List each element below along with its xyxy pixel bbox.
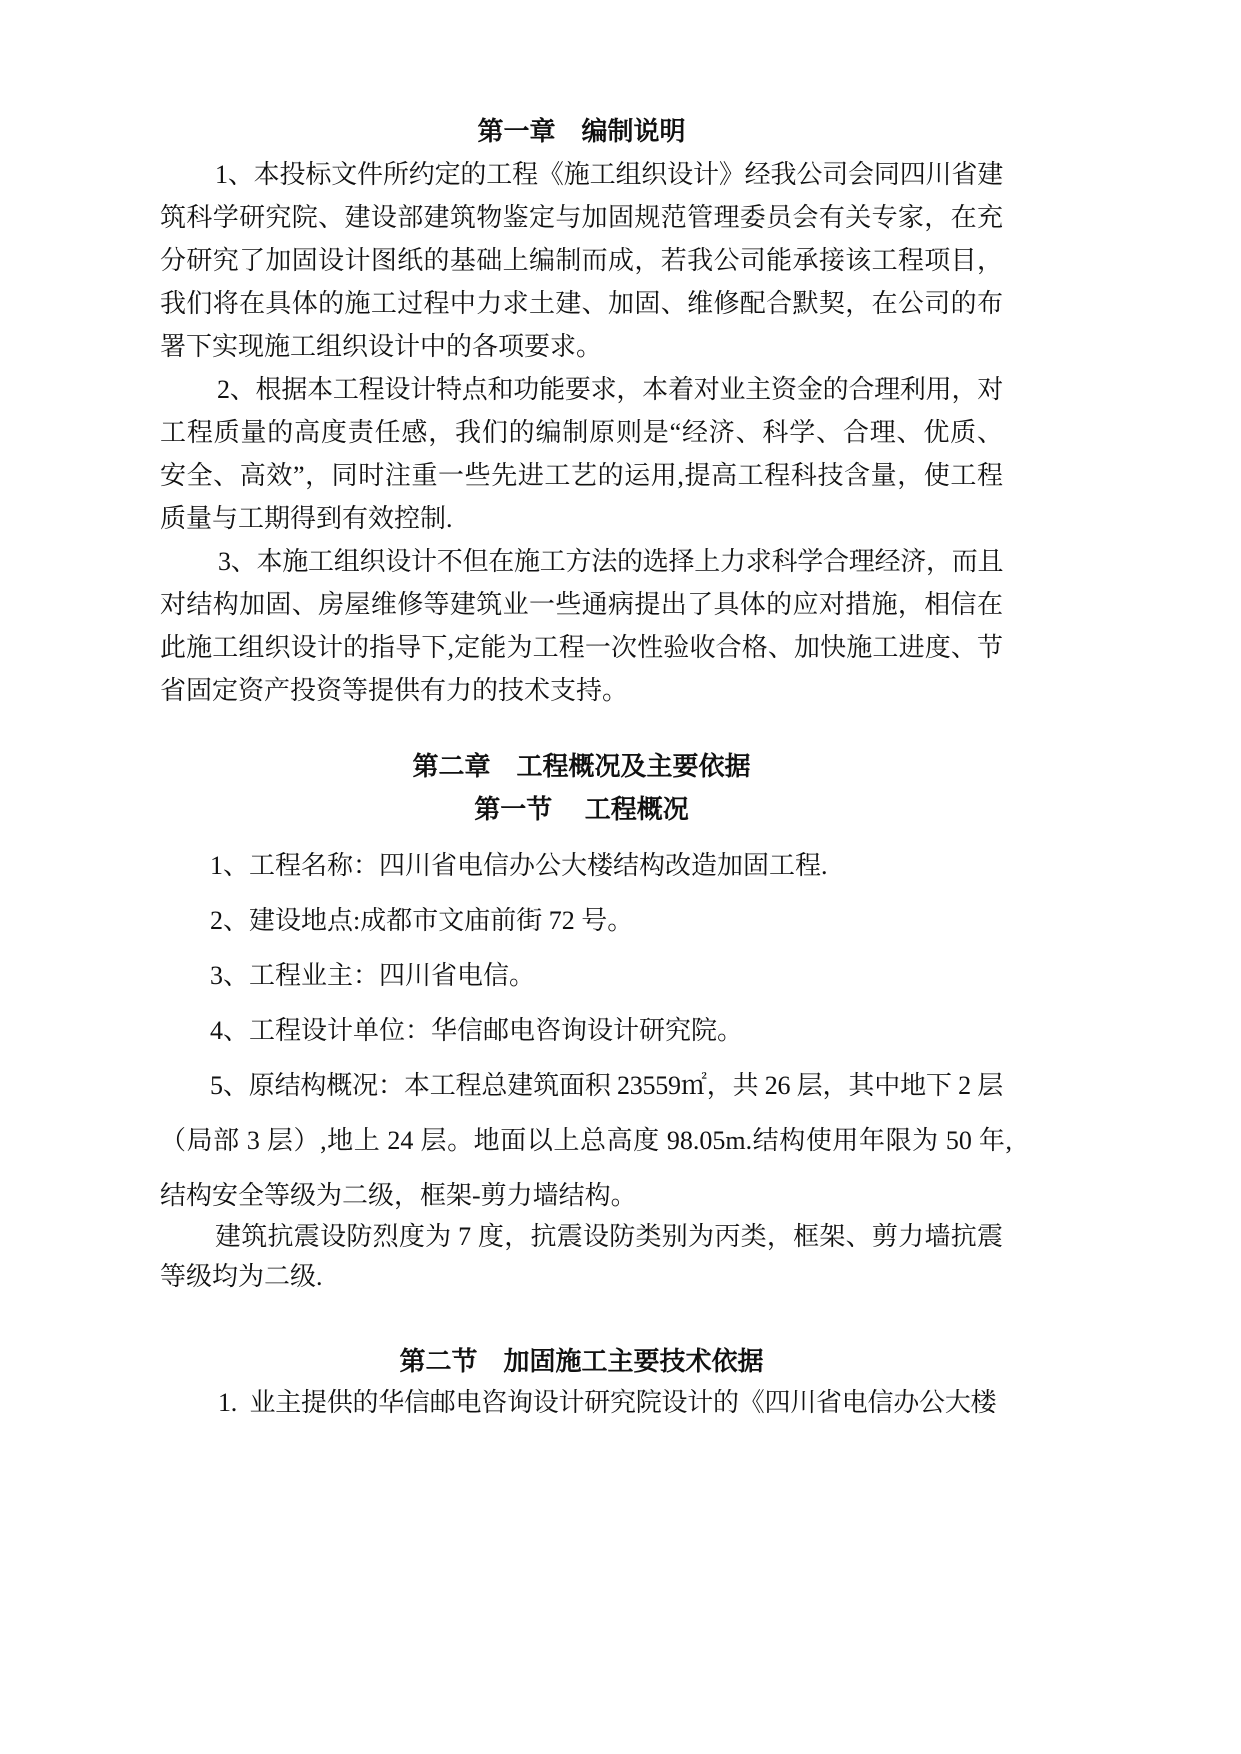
item-line: （局部 3 层）,地上 24 层。地面以上总高度 98.05m.结构使用年限为 50 年, [160, 1126, 1012, 1155]
paragraph-line: 安全、高效”，同时注重一些先进工艺的运用,提高工程科技含量，使工程 [160, 461, 1003, 490]
paragraph-1 [160, 153, 1003, 368]
item-line: 5、原结构概况：本工程总建筑面积 23559㎡，共 26 层，其中地下 2 层 [210, 1071, 1003, 1100]
chapter-2-header [160, 745, 1003, 831]
chapter-1 [160, 110, 1003, 712]
list-item-2: 2、建设地点:成都市文庙前街 72 号。 [210, 906, 634, 935]
paragraph-line: 质量与工期得到有效控制. [160, 504, 453, 533]
paragraph-3 [160, 540, 1003, 712]
paragraph-line: 2、根据本工程设计特点和功能要求，本着对业主资金的合理利用，对 [217, 375, 1003, 404]
paragraph-line: 3、本施工组织设计不但在施工方法的选择上力求科学合理经济，而且 [218, 547, 1003, 576]
paragraph-line: 1、本投标文件所约定的工程《施工组织设计》经我公司会同四川省建 [215, 160, 1003, 189]
paragraph-2 [160, 368, 1003, 540]
list-item-1: 1、工程名称：四川省电信办公大楼结构改造加固工程. [210, 851, 828, 880]
seismic-paragraph [160, 1217, 1003, 1297]
chapter-title: 第一章 编制说明 [477, 117, 686, 146]
paragraph-line: 我们将在具体的施工过程中力求土建、加固、维修配合默契，在公司的布 [160, 289, 1003, 318]
paragraph-line: 工程质量的高度责任感，我们的编制原则是“经济、科学、合理、优质、 [160, 418, 1003, 447]
chapter-title: 第二章 工程概况及主要依据 [412, 752, 751, 781]
technical-basis-section [160, 1341, 1003, 1423]
paragraph-line: 建筑抗震设防烈度为 7 度，抗震设防类别为丙类，框架、剪力墙抗震 [215, 1222, 1003, 1251]
section-title: 第一节 工程概况 [474, 795, 689, 824]
paragraph-line: 此施工组织设计的指导下,定能为工程一次性验收合格、加快施工进度、节 [160, 633, 1003, 662]
paragraph-line: 署下实现施工组织设计中的各项要求。 [160, 332, 603, 361]
list-item-4: 4、工程设计单位：华信邮电咨询设计研究院。 [210, 1016, 744, 1045]
paragraph-line: 筑科学研究院、建设部建筑物鉴定与加固规范管理委员会有关专家，在充 [160, 203, 1003, 232]
paragraph-line: 分研究了加固设计图纸的基础上编制而成，若我公司能承接该工程项目， [160, 246, 1003, 275]
paragraph-line: 省固定资产投资等提供有力的技术支持。 [160, 676, 629, 705]
section-title: 第二节 加固施工主要技术依据 [399, 1347, 764, 1376]
paragraph-line: 等级均为二级. [160, 1262, 323, 1291]
list-item-5 [160, 1058, 1012, 1223]
list-item-3: 3、工程业主：四川省电信。 [210, 961, 536, 990]
list-item-1: 1. 业主提供的华信邮电咨询设计研究院设计的《四川省电信办公大楼 [218, 1388, 997, 1417]
project-overview-list [160, 838, 1012, 1223]
paragraph-line: 对结构加固、房屋维修等建筑业一些通病提出了具体的应对措施，相信在 [160, 590, 1003, 619]
item-line: 结构安全等级为二级，框架-剪力墙结构。 [160, 1181, 637, 1210]
